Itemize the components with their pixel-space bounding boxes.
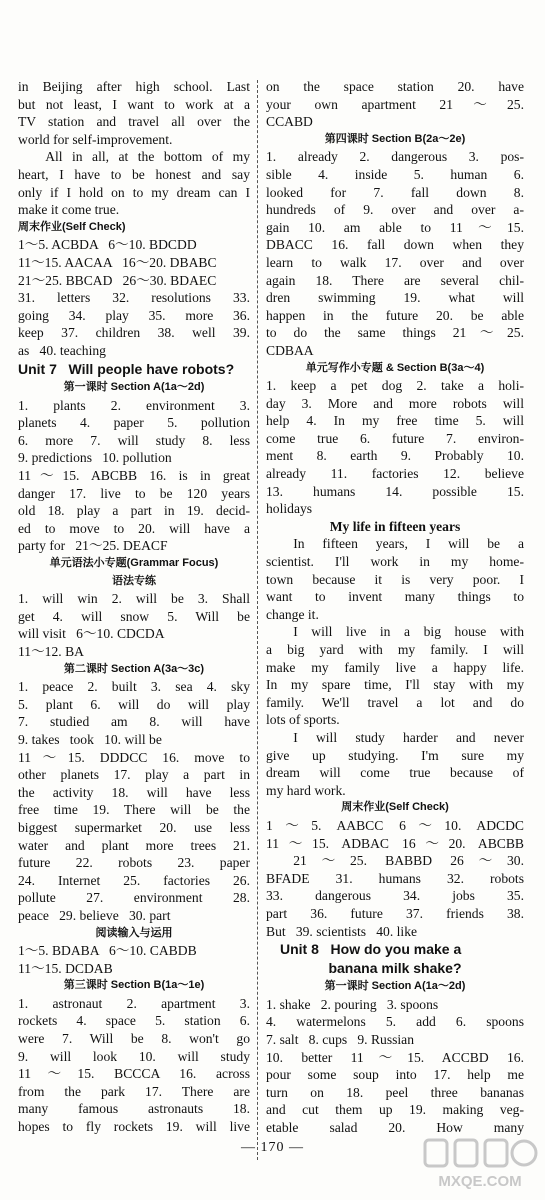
answer-line: dren swimming 19. what will xyxy=(266,290,524,306)
answer-line: 11～15. BCCCA 16. across xyxy=(18,1066,250,1082)
section-heading: 语法专练 xyxy=(112,574,156,587)
answer-line: in Beijing after high school. Last xyxy=(18,79,250,94)
answer-line: change it. xyxy=(266,606,319,622)
answer-line: town because it is very poor. I xyxy=(266,571,524,587)
answer-line: In my spare time, I'll stay with my xyxy=(266,677,524,693)
answer-line: dream will come true because of xyxy=(266,765,524,781)
answer-line: danger 17. live to be 120 years xyxy=(18,485,250,501)
answer-line: only if I hold on to my dream can I xyxy=(18,184,250,200)
answer-line: free time 19. There will be the xyxy=(18,802,250,818)
answer-line: TV station and travel all over the xyxy=(18,114,250,130)
answer-line: BFADE 31. humans 32. robots xyxy=(266,870,524,886)
answer-line: 1. plants 2. environment 3. xyxy=(18,397,250,413)
section-heading: 第一课时 Section A(1a～2d) xyxy=(324,980,466,993)
answer-line: 9. will look 10. will study xyxy=(18,1048,250,1064)
right-column xyxy=(266,78,524,1137)
answer-line: 11～15. DDDCC 16. move to xyxy=(18,749,250,765)
answer-line: help 4. In my free time 5. will xyxy=(266,413,524,429)
answer-line: 1. keep a pet dog 2. take a holi- xyxy=(266,378,524,394)
section-heading: 第三课时 Section B(1a～1e) xyxy=(63,979,205,992)
answer-line: 9. takes took 10. will be xyxy=(18,731,162,747)
page-number: — 170 — xyxy=(241,1140,304,1155)
answer-line: a big yard with my family. I will xyxy=(266,642,524,657)
answer-line: biggest supermarket 20. use less xyxy=(18,819,250,835)
answer-line: again 18. There are several chil- xyxy=(266,272,524,288)
answer-line: my hard work. xyxy=(266,782,346,798)
answer-line: I will study harder and never xyxy=(293,729,524,745)
answer-line: 11～15. ADBAC 16～20. ABCBB xyxy=(266,835,524,851)
answer-line: to do the same things 21～25. xyxy=(266,325,524,341)
answer-line: day 3. More and more robots will xyxy=(266,395,524,411)
answer-line: 31. letters 32. resolutions 33. xyxy=(18,290,250,306)
answer-line: 1. shake 2. pouring 3. spoons xyxy=(266,996,439,1012)
section-heading: 第一课时 Section A(1a～2d) xyxy=(63,381,205,394)
answer-line: ment 8. earth 9. Probably 10. xyxy=(266,448,524,464)
unit-heading: banana milk shake? xyxy=(328,959,462,976)
section-heading: 第二课时 Section A(3a～3c) xyxy=(63,662,205,675)
column-divider xyxy=(257,80,258,1160)
answer-line: were 7. Will be 8. won't go xyxy=(18,1031,250,1047)
answer-line: 21～25. BBCAD 26～30. BDAEC xyxy=(18,272,217,288)
answer-line: 7. studied am 8. will have xyxy=(18,714,250,730)
answer-line: sible 4. inside 5. human 6. xyxy=(266,166,524,182)
answer-line: peace 29. believe 30. part xyxy=(18,907,171,923)
answer-line: ed to move to 20. will have a xyxy=(18,520,250,536)
answer-line: but not least, I want to work at a xyxy=(18,96,250,112)
answer-line: and cut them up 19. making veg- xyxy=(266,1102,524,1118)
section-heading: 单元写作小专题 & Section B(3a～4) xyxy=(305,361,485,374)
answer-line: make my family live a happy life. xyxy=(266,659,524,675)
answer-line: 6. more 7. will study 8. less xyxy=(18,432,250,448)
answer-line: hundreds of 9. over and over a- xyxy=(266,202,524,218)
answer-line: get 4. will snow 5. Will be xyxy=(18,608,250,624)
answer-line: your own apartment 21～25. xyxy=(266,96,524,112)
answer-line: CCABD xyxy=(266,114,313,130)
answer-line: 1. astronaut 2. apartment 3. xyxy=(18,995,250,1011)
answer-line: as 40. teaching xyxy=(18,342,106,358)
answer-line: 21～25. BABBD 26～30. xyxy=(293,853,524,869)
answer-line: 11～12. BA xyxy=(18,644,84,659)
answer-line: 9. predictions 10. pollution xyxy=(18,450,172,466)
answer-line: the activity 18. will have less xyxy=(18,784,250,800)
watermark-text: MXQE.COM xyxy=(438,1173,522,1190)
answer-line: future 22. robots 23. paper xyxy=(18,855,250,871)
answer-line: family. We'll travel a lot and do xyxy=(266,694,524,710)
answer-line: 33. dangerous 34. jobs 35. xyxy=(266,888,524,904)
answer-line: many famous astronauts 18. xyxy=(18,1101,250,1117)
answer-line: want to invent many things to xyxy=(266,589,524,605)
answer-line: turn on 18. peel three bananas xyxy=(266,1084,524,1100)
answer-line: 1. peace 2. built 3. sea 4. sky xyxy=(18,679,250,695)
answer-line: looked for 7. fall down 8. xyxy=(266,184,524,200)
answer-line: heart, I have to be honest and say xyxy=(18,166,250,182)
answer-line: 13. humans 14. possible 15. xyxy=(266,483,524,499)
essay-title: My life in fifteen years xyxy=(329,518,461,534)
answer-line: 7. salt 8. cups 9. Russian xyxy=(266,1032,415,1048)
answer-line: But 39. scientists 40. like xyxy=(266,923,418,939)
section-heading: 周末作业(Self Check) xyxy=(341,801,449,814)
answer-line: scientist. I'll work in my home- xyxy=(266,554,524,570)
answer-line: pour some soup into 17. help me xyxy=(266,1067,524,1083)
answer-line: other planets 17. play a part in xyxy=(18,767,250,783)
answer-line: make it come true. xyxy=(18,202,120,218)
section-heading: 阅读输入与运用 xyxy=(95,926,173,939)
answer-line: gain 10. am able to 11～15. xyxy=(266,219,524,235)
answer-line: 24. Internet 25. factories 26. xyxy=(18,872,250,888)
answer-line: I will live in a big house with xyxy=(293,624,524,640)
answer-line: come true 6. future 7. environ- xyxy=(266,430,524,446)
unit-heading: Unit 8 How do you make a xyxy=(280,941,462,958)
mxqe-watermark-icon xyxy=(421,1136,539,1192)
answer-line: old 18. play a part in 19. decid- xyxy=(18,503,250,519)
section-heading: 单元语法小专题(Grammar Focus) xyxy=(49,557,219,570)
answer-line: CDBAA xyxy=(266,342,314,358)
answer-line: 11～15. AACAA 16～20. DBABC xyxy=(18,254,217,270)
answer-line: party for 21～25. DEACF xyxy=(18,538,168,554)
answer-line: on the space station 20. have xyxy=(266,79,524,94)
answer-line: 4. watermelons 5. add 6. spoons xyxy=(266,1014,524,1030)
answer-line: 1. will win 2. will be 3. Shall xyxy=(18,591,250,607)
answer-line: world for self-improvement. xyxy=(18,131,173,147)
answer-line: holidays xyxy=(266,501,313,517)
answer-line: happen in the future 20. be able xyxy=(266,307,524,323)
section-heading: 第四课时 Section B(2a～2e) xyxy=(324,132,466,145)
section-heading: 周末作业(Self Check) xyxy=(18,220,126,233)
answer-line: DBACC 16. fall down when they xyxy=(266,237,524,253)
answer-line: from the park 17. There are xyxy=(18,1083,250,1099)
answer-line: 11～15. DCDAB xyxy=(18,960,113,976)
answer-line: 1. already 2. dangerous 3. pos- xyxy=(266,149,524,165)
answer-line: In fifteen years, I will be a xyxy=(293,536,524,552)
answer-line: pollute 27. environment 28. xyxy=(18,890,250,906)
answer-line: 11～15. ABCBB 16. is in great xyxy=(18,468,250,484)
answer-line: give up studying. I'm sure my xyxy=(266,747,524,763)
answer-line: hopes to fly rockets 19. will live xyxy=(18,1119,250,1135)
answer-line: 1～5. AABCC 6～10. ADCDC xyxy=(266,817,524,833)
answer-line: rockets 4. space 5. station 6. xyxy=(18,1013,250,1029)
answer-line: part 36. future 37. friends 38. xyxy=(266,905,524,921)
unit-heading: Unit 7 Will people have robots? xyxy=(18,360,235,377)
answer-line: going 34. play 35. more 36. xyxy=(18,307,250,323)
answer-line: learn to walk 17. over and over xyxy=(266,254,524,270)
answer-line: 1～5. BDABA 6～10. CABDB xyxy=(18,943,197,959)
answer-line: will visit 6～10. CDCDA xyxy=(18,626,165,642)
answer-line: etable salad 20. How many xyxy=(266,1120,524,1136)
answer-line: keep 37. children 38. well 39. xyxy=(18,325,250,341)
answer-line: water and plant more trees 21. xyxy=(18,837,250,853)
answer-line: 5. plant 6. will do will play xyxy=(18,696,250,712)
left-column xyxy=(18,78,250,1136)
answer-line: already 11. factories 12. believe xyxy=(266,466,524,482)
answer-line: planets 4. paper 5. pollution xyxy=(18,415,250,431)
answer-line: 10. better 11～15. ACCBD 16. xyxy=(266,1049,524,1065)
answer-line: 1～5. ACBDA 6～10. BDCDD xyxy=(18,237,197,253)
answer-line: All in all, at the bottom of my xyxy=(45,149,250,165)
answer-line: lots of sports. xyxy=(266,712,340,728)
